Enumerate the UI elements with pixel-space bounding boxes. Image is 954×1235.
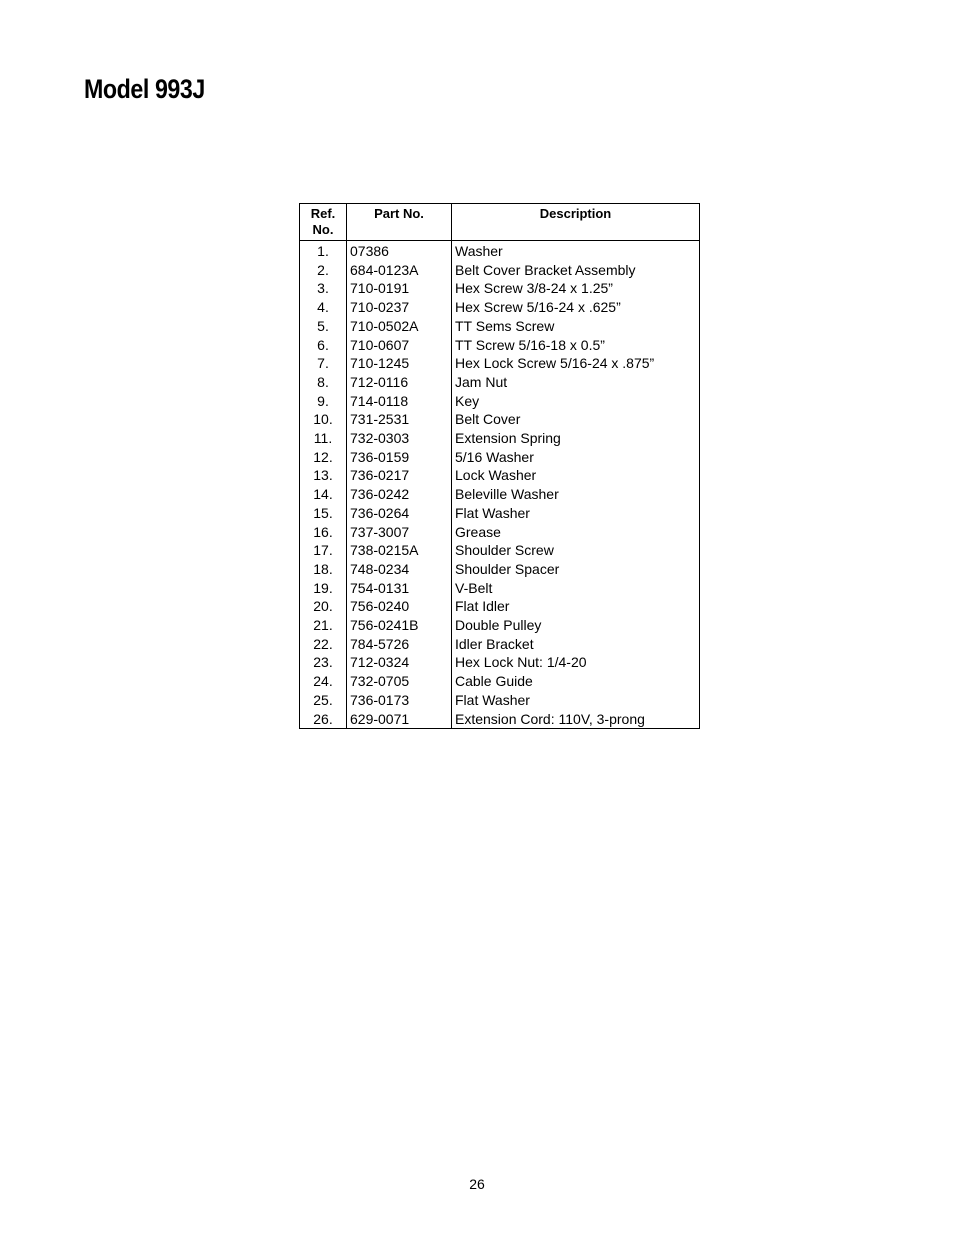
part-no-cell: 784-5726 <box>347 635 452 654</box>
part-no-cell: 748-0234 <box>347 560 452 579</box>
table-row <box>300 653 700 672</box>
ref-no-cell: 5. <box>317 317 329 334</box>
table-row <box>300 635 700 654</box>
description-cell: Grease <box>452 523 700 542</box>
part-no-cell: 710-0502A <box>347 317 452 336</box>
table-row <box>300 466 700 485</box>
table-row <box>300 279 700 298</box>
part-no-cell: 732-0705 <box>347 672 452 691</box>
part-no-cell: 710-1245 <box>347 354 452 373</box>
part-no-cell: 756-0241B <box>347 616 452 635</box>
part-no-cell: 736-0159 <box>347 448 452 467</box>
table-row <box>300 410 700 429</box>
table-row <box>300 710 700 729</box>
part-no-cell: 712-0324 <box>347 653 452 672</box>
part-no-cell: 684-0123A <box>347 261 452 280</box>
ref-no-cell: 18. <box>313 560 333 577</box>
part-no-cell: 731-2531 <box>347 410 452 429</box>
ref-no-cell: 9. <box>317 392 329 409</box>
description-cell: Belt Cover <box>452 410 700 429</box>
description-cell: Cable Guide <box>452 672 700 691</box>
ref-no-cell: 4. <box>317 299 329 316</box>
header-ref-line1: Ref. <box>310 206 336 221</box>
table-row <box>300 485 700 504</box>
description-cell: Lock Washer <box>452 466 700 485</box>
table-row <box>300 672 700 691</box>
header-ref-line2: No. <box>312 222 334 237</box>
ref-no-cell: 17. <box>313 542 333 559</box>
header-description: Description <box>452 204 700 241</box>
table-row <box>300 597 700 616</box>
part-no-cell: 712-0116 <box>347 373 452 392</box>
table-row <box>300 541 700 560</box>
description-cell: Shoulder Spacer <box>452 560 700 579</box>
header-part-no: Part No. <box>347 204 452 241</box>
description-cell: Jam Nut <box>452 373 700 392</box>
description-cell: Belt Cover Bracket Assembly <box>452 261 700 280</box>
description-cell: Flat Washer <box>452 504 700 523</box>
table-header-row <box>300 204 700 241</box>
part-no-cell: 629-0071 <box>347 710 452 729</box>
ref-no-cell: 6. <box>317 336 329 353</box>
ref-no-cell: 3. <box>317 280 329 297</box>
parts-table-body <box>300 241 700 729</box>
ref-no-cell: 1. <box>317 243 329 259</box>
description-cell: Shoulder Screw <box>452 541 700 560</box>
part-no-cell: 736-0173 <box>347 691 452 710</box>
part-no-cell: 756-0240 <box>347 597 452 616</box>
table-row <box>300 560 700 579</box>
ref-no-cell: 2. <box>317 261 329 278</box>
description-cell: Key <box>452 392 700 411</box>
table-row <box>300 616 700 635</box>
ref-no-cell: 20. <box>313 598 333 615</box>
part-no-cell: 710-0607 <box>347 336 452 355</box>
description-cell: Extension Cord: 110V, 3-prong <box>452 710 700 729</box>
table-row <box>300 241 700 261</box>
description-cell: V-Belt <box>452 579 700 598</box>
table-row <box>300 448 700 467</box>
ref-no-cell: 21. <box>313 617 333 634</box>
table-row <box>300 579 700 598</box>
table-row <box>300 523 700 542</box>
ref-no-cell: 11. <box>313 430 333 447</box>
description-cell: Extension Spring <box>452 429 700 448</box>
description-cell: Hex Lock Screw 5/16-24 x .875” <box>452 354 700 373</box>
description-cell: TT Screw 5/16-18 x 0.5” <box>452 336 700 355</box>
part-no-cell: 736-0242 <box>347 485 452 504</box>
page-title: Model 993J <box>84 74 205 104</box>
part-no-cell: 754-0131 <box>347 579 452 598</box>
table-row <box>300 317 700 336</box>
part-no-cell: 710-0191 <box>347 279 452 298</box>
ref-no-cell: 16. <box>313 523 333 540</box>
ref-no-cell: 10. <box>313 411 333 428</box>
part-no-cell: 736-0264 <box>347 504 452 523</box>
header-ref-no <box>300 204 347 241</box>
ref-no-cell: 8. <box>317 373 329 390</box>
ref-no-cell: 7. <box>317 355 329 372</box>
table-row <box>300 298 700 317</box>
description-cell: Washer <box>452 241 700 261</box>
ref-no-cell: 19. <box>313 579 333 596</box>
part-no-cell: 738-0215A <box>347 541 452 560</box>
description-cell: Hex Lock Nut: 1/4-20 <box>452 653 700 672</box>
table-row <box>300 261 700 280</box>
ref-no-cell: 12. <box>313 448 333 465</box>
part-no-cell: 07386 <box>347 241 452 261</box>
description-cell: TT Sems Screw <box>452 317 700 336</box>
part-no-cell: 714-0118 <box>347 392 452 411</box>
parts-table <box>299 203 700 729</box>
table-row <box>300 373 700 392</box>
table-row <box>300 504 700 523</box>
description-cell: Hex Screw 3/8-24 x 1.25” <box>452 279 700 298</box>
description-cell: 5/16 Washer <box>452 448 700 467</box>
description-cell: Flat Washer <box>452 691 700 710</box>
ref-no-cell: 26. <box>313 710 333 727</box>
description-cell: Flat Idler <box>452 597 700 616</box>
description-cell: Beleville Washer <box>452 485 700 504</box>
ref-no-cell: 23. <box>313 654 333 671</box>
ref-no-cell: 13. <box>313 467 333 484</box>
ref-no-cell: 15. <box>313 504 333 521</box>
ref-no-cell: 22. <box>313 635 333 652</box>
ref-no-cell: 14. <box>313 486 333 503</box>
page-number: 26 <box>469 1176 485 1192</box>
table-row <box>300 691 700 710</box>
table-row <box>300 429 700 448</box>
part-no-cell: 736-0217 <box>347 466 452 485</box>
part-no-cell: 710-0237 <box>347 298 452 317</box>
table-row <box>300 392 700 411</box>
description-cell: Idler Bracket <box>452 635 700 654</box>
table-row <box>300 336 700 355</box>
table-row <box>300 354 700 373</box>
ref-no-cell: 25. <box>313 691 333 708</box>
ref-no-cell: 24. <box>313 673 333 690</box>
description-cell: Hex Screw 5/16-24 x .625” <box>452 298 700 317</box>
description-cell: Double Pulley <box>452 616 700 635</box>
part-no-cell: 737-3007 <box>347 523 452 542</box>
part-no-cell: 732-0303 <box>347 429 452 448</box>
